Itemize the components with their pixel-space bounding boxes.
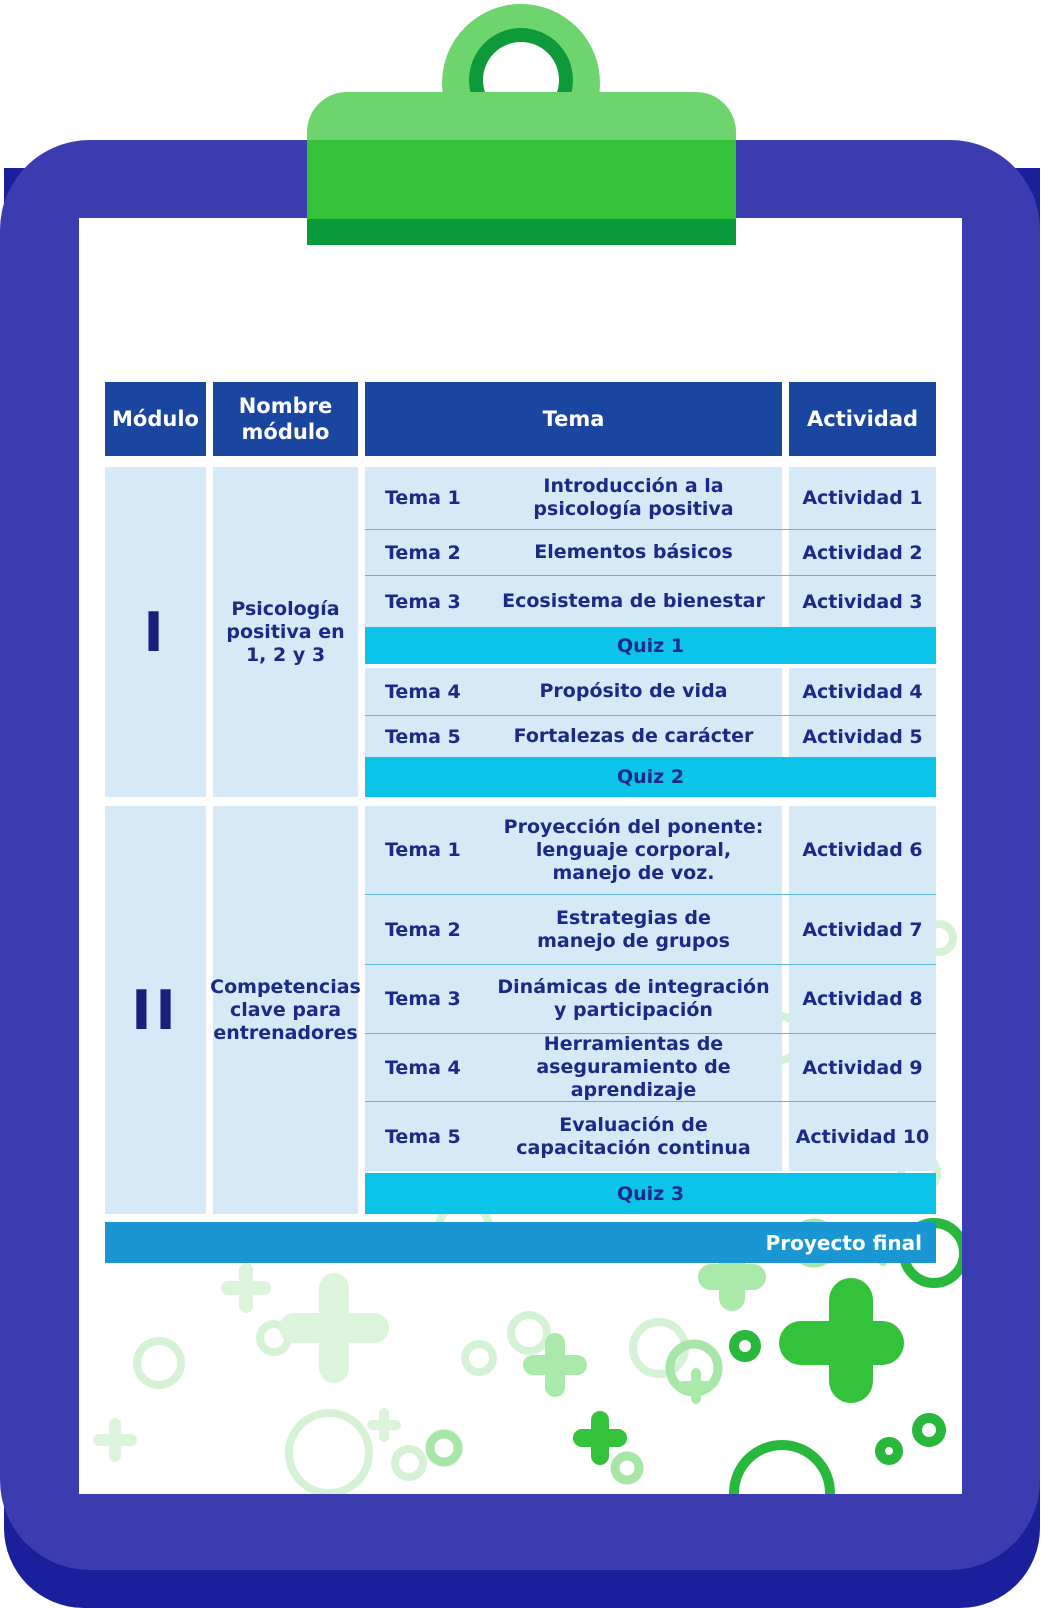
activity-label: Actividad 1 (789, 467, 936, 529)
topic-label: Evaluación de capacitación continua (485, 1102, 782, 1171)
tema-label: Tema 2 (365, 895, 485, 964)
tema-label: Tema 4 (365, 668, 485, 715)
module-name: Psicología positiva en 1, 2 y 3 (213, 467, 358, 797)
quiz-bar: Quiz 2 (365, 757, 936, 797)
topic-label: Dinámicas de integración y participación (485, 965, 782, 1033)
quiz-bar: Quiz 1 (365, 627, 936, 664)
tema-label: Tema 5 (365, 1102, 485, 1171)
module-name: Competencias clave para entrenadores (213, 806, 358, 1214)
activity-label: Actividad 3 (789, 576, 936, 627)
header-modulo: Módulo (105, 382, 206, 456)
tema-label: Tema 2 (365, 530, 485, 575)
tema-label: Tema 3 (365, 965, 485, 1033)
activity-label: Actividad 8 (789, 965, 936, 1033)
topic-label: Ecosistema de bienestar (485, 576, 782, 627)
clipboard-clip (307, 92, 736, 245)
header-tema: Tema (365, 382, 782, 456)
activity-label: Actividad 9 (789, 1034, 936, 1101)
topic-label: Elementos básicos (485, 530, 782, 575)
topic-label: Introducción a la psicología positiva (485, 467, 782, 529)
tema-label: Tema 3 (365, 576, 485, 627)
topic-label: Proyección del ponente: lenguaje corporal, manejo de voz. (485, 806, 782, 894)
activity-label: Actividad 5 (789, 716, 936, 757)
activity-label: Actividad 7 (789, 895, 936, 964)
activity-label: Actividad 10 (789, 1102, 936, 1171)
tema-label: Tema 1 (365, 806, 485, 894)
topic-label: Estrategias de manejo de grupos (485, 895, 782, 964)
activity-label: Actividad 6 (789, 806, 936, 894)
header-nombre-modulo: Nombre módulo (213, 382, 358, 456)
topic-label: Propósito de vida (485, 668, 782, 715)
final-project-bar: Proyecto final (105, 1222, 936, 1263)
activity-label: Actividad 2 (789, 530, 936, 575)
quiz-bar: Quiz 3 (365, 1173, 936, 1214)
tema-label: Tema 4 (365, 1034, 485, 1101)
module-numeral: II (105, 806, 206, 1214)
header-actividad: Actividad (789, 382, 936, 456)
topic-label: Fortalezas de carácter (485, 716, 782, 757)
activity-label: Actividad 4 (789, 668, 936, 715)
module-numeral: I (105, 467, 206, 797)
topic-label: Herramientas de aseguramiento de aprendizaje (485, 1034, 782, 1101)
tema-label: Tema 5 (365, 716, 485, 757)
tema-label: Tema 1 (365, 467, 485, 529)
